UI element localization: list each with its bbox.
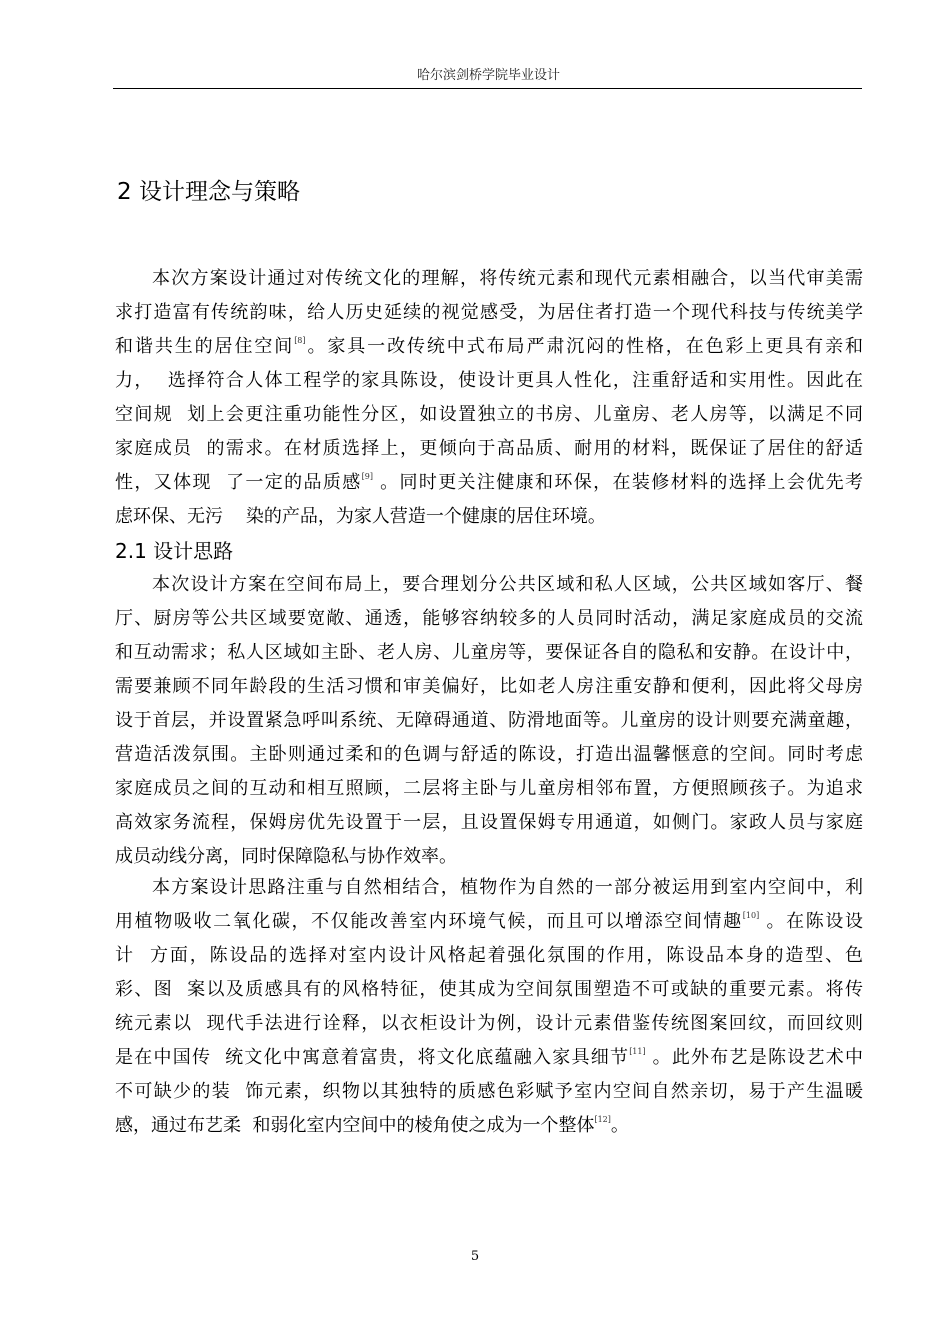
text-line <box>115 704 863 738</box>
text-segment: 性，又体现 了一定的品质感 <box>115 472 362 493</box>
text-segment: 空间规 划上会更注重功能性分区，如设置独立的书房、儿童房、老人房等，以满足不同 <box>115 404 863 425</box>
page-number: 5 <box>470 1249 480 1264</box>
paragraph-1 <box>115 262 863 534</box>
text-segment: 。同时更关注健康和环保，在装修材料的选择上会优先考 <box>372 472 863 493</box>
text-segment: 统元素以 现代手法进行诠释，以衣柜设计为例，设计元素借鉴传统图案回纹，而回纹则 <box>115 1013 863 1034</box>
text-segment: 本次方案设计通过对传统文化的理解，将传统元素和现代元素相融合，以当代审美需 <box>152 268 863 289</box>
text-segment: 计 方面，陈设品的选择对室内设计风格起着强化氛围的作用，陈设品本身的造型、色 <box>115 945 863 966</box>
text-line <box>115 398 863 432</box>
citation-ref: [11] <box>629 1047 646 1056</box>
text-line <box>115 939 863 973</box>
text-line <box>115 738 863 772</box>
text-line <box>115 670 863 704</box>
text-line <box>115 1041 863 1075</box>
text-segment: 家庭成员之间的互动和相互照顾，二层将主卧与儿童房相邻布置，方便照顾孩子。为追求 <box>115 778 863 799</box>
paragraph-2 <box>115 568 863 874</box>
text-segment: 虑环保、无污 染的产品，为家人营造一个健康的居住环境。 <box>115 506 606 527</box>
text-line <box>115 1109 863 1143</box>
citation-ref: [10] <box>742 911 760 920</box>
citation-ref: [8] <box>294 336 306 345</box>
text-segment: 本方案设计思路注重与自然相结合，植物作为自然的一部分被运用到室内空间中，利 <box>152 877 863 898</box>
citation-ref: [12] <box>594 1115 611 1124</box>
text-line <box>115 973 863 1007</box>
text-line <box>115 806 863 840</box>
text-segment: 高效家务流程，保姆房优先设置于一层，且设置保姆专用通道，如侧门。家政人员与家庭 <box>115 812 863 833</box>
text-segment: 用植物吸收二氧化碳，不仅能改善室内环境气候，而且可以增添空间情趣 <box>115 911 743 932</box>
subsection-heading: 2.1 设计思路 <box>115 539 234 563</box>
text-segment: 。在陈设设 <box>759 911 863 932</box>
running-header: 哈尔滨剑桥学院毕业设计 <box>416 68 560 83</box>
text-line <box>115 330 863 364</box>
text-segment: 本次设计方案在空间布局上，要合理划分公共区域和私人区域，公共区域如客厅、餐 <box>152 574 863 595</box>
text-segment: 感，通过布艺柔 和弱化室内空间中的棱角使之成为一个整体 <box>115 1115 595 1136</box>
text-segment: 家庭成员 的需求。在材质选择上，更倾向于高品质、耐用的材料，既保证了居住的舒适 <box>115 438 863 459</box>
text-segment: 厅、厨房等公共区域要宽敞、通透，能够容纳较多的人员同时活动，满足家庭成员的交流 <box>115 608 863 629</box>
text-segment: 。家具一改传统中式布局严肃沉闷的性格，在色彩上更具有亲和 <box>305 336 863 357</box>
text-segment: 成员动线分离，同时保障隐私与协作效率。 <box>115 846 457 867</box>
text-line <box>115 636 863 670</box>
text-line <box>115 840 863 874</box>
section-heading: 2 设计理念与策略 <box>117 179 300 205</box>
text-segment: 需要兼顾不同年龄段的生活习惯和审美偏好，比如老人房注重安静和便利，因此将父母房 <box>115 676 863 697</box>
text-segment: 营造活泼氛围。主卧则通过柔和的色调与舒适的陈设，打造出温馨惬意的空间。同时考虑 <box>115 744 863 765</box>
text-line <box>115 568 863 602</box>
text-line <box>115 466 863 500</box>
text-line <box>115 772 863 806</box>
text-line <box>115 500 863 534</box>
header-rule <box>113 88 862 89</box>
text-segment: 不可缺少的装 饰元素，织物以其独特的质感色彩赋予室内空间自然亲切，易于产生温暖 <box>115 1081 863 1102</box>
text-segment: 是在中国传 统文化中寓意着富贵，将文化底蕴融入家具细节 <box>115 1047 630 1068</box>
text-segment: 和谐共生的居住空间 <box>115 336 295 357</box>
text-line <box>115 602 863 636</box>
paragraph-3 <box>115 871 863 1143</box>
text-segment: 设于首层，并设置紧急呼叫系统、无障碍通道、防滑地面等。儿童房的设计则要充满童趣， <box>115 710 863 731</box>
text-line <box>115 871 863 905</box>
text-line <box>115 1007 863 1041</box>
text-line <box>115 432 863 466</box>
text-segment: 力， 选择符合人体工程学的家具陈设，使设计更具人性化，注重舒适和实用性。因此在 <box>115 370 863 391</box>
text-segment: 和互动需求；私人区域如主卧、老人房、儿童房等，要保证各自的隐私和安静。在设计中， <box>115 642 863 663</box>
text-line <box>115 1075 863 1109</box>
text-segment: 求打造富有传统韵味，给人历史延续的视觉感受，为居住者打造一个现代科技与传统美学 <box>115 302 863 323</box>
text-line <box>115 905 863 939</box>
text-line <box>115 262 863 296</box>
text-segment: 。此外布艺是陈设艺术中 <box>645 1047 863 1068</box>
text-line <box>115 364 863 398</box>
text-line <box>115 296 863 330</box>
citation-ref: [9] <box>361 472 373 481</box>
text-segment: 彩、图 案以及质感具有的风格特征，使其成为空间氛围塑造不可或缺的重要元素。将传 <box>115 979 863 1000</box>
text-segment: 。 <box>610 1115 629 1136</box>
